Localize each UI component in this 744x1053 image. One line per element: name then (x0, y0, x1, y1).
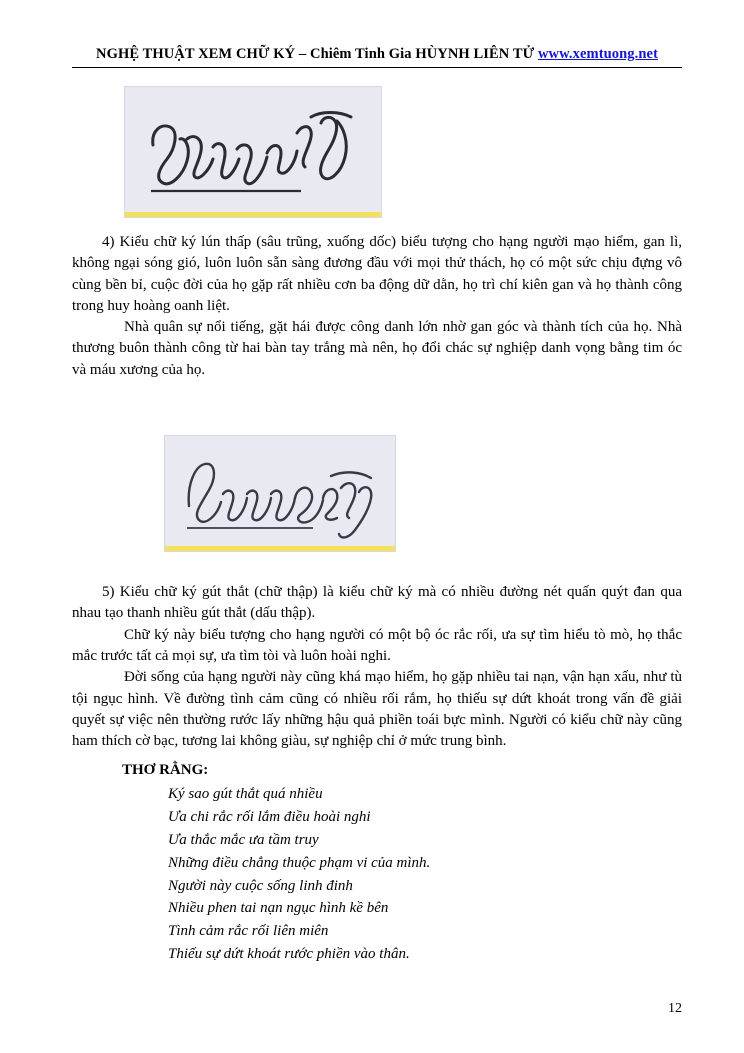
poem-line: Người này cuộc sống linh đinh (168, 877, 353, 894)
signature-drawing-4 (125, 87, 382, 218)
page-number: 12 (668, 1001, 682, 1016)
figure-highlight-bar-5 (165, 546, 395, 551)
figure-highlight-bar-4 (125, 212, 381, 217)
section-4-body (72, 232, 682, 381)
signature-drawing-5 (165, 436, 396, 552)
signature-sample-4-image (124, 86, 382, 218)
poem-line: Ưa thắc mắc ưa tầm truy (168, 832, 319, 849)
poem-line: Ưa chi rắc rối lắm điều hoài nghi (168, 809, 371, 826)
poem-line: Thiếu sự dứt khoát rước phiền vào thân. (168, 946, 410, 963)
figure-signature-sample-4-wrapper (72, 68, 682, 218)
section-4-paragraph-1: 4) Kiểu chữ ký lún thấp (sâu trũng, xuống dốc) biểu tượng cho hạng người mạo hiểm, gan lì, không ngại sóng gió, luôn luôn sẵn sàng đương đầu với mọi thử thách, họ có một sức chịu đựng vô cùng bền bỉ, cuộc đời của họ gặp rất nhiều cơn ba động dữ dằn, họ trì chí kiên gan và họ thành công trong huy hoàng oanh liệt. (72, 234, 682, 314)
section-5-paragraph-2: Chữ ký này biểu tượng cho hạng người có một bộ óc rắc rối, ưa sự tìm hiểu tò mò, họ thắc mắc trước tất cả mọi sự, ưa tìm tòi và luôn hoài nghi. (72, 626, 682, 664)
figure-signature-sample-5-wrapper (72, 411, 682, 552)
section-4-paragraph-2: Nhà quân sự nổi tiếng, gặt hái được công danh lớn nhờ gan góc và thành tích của họ. Nhà thương buôn thành công từ hai bàn tay trắng mà nên, họ đổi chác sự nghiệp danh vọng bằng tim óc và máu xương của họ. (72, 319, 682, 378)
page-header (72, 38, 682, 63)
poem-lines (168, 783, 682, 965)
header-title: NGHỆ THUẬT XEM CHỮ KÝ – Chiêm Tinh Gia HÙYNH LIÊN TỬ (96, 46, 538, 62)
poem-title: THƠ RẰNG: (122, 762, 209, 779)
section-5-paragraph-3: Đời sống của hạng người này cũng khá mạo hiểm, họ gặp nhiều tai nạn, vận hạn xấu, như tù tội ngục hình. Về đường tình cảm cũng có nhiều rối rắm, họ thiếu sự dứt khoát trong vấn đề giải quyết sự việc nên thường rước lấy những hậu quả phiền toái bực mình. Người có kiểu chữ này cũng ham thích cờ bạc, tương lai không giàu, sự nghiệp chỉ ở mức trung bình. (72, 669, 682, 750)
poem-line: Tình cảm rắc rối liên miên (168, 923, 329, 940)
section-5-body (72, 582, 682, 966)
poem-line: Những điều chẳng thuộc phạm vi của mình. (168, 854, 431, 871)
signature-sample-5-image (164, 435, 396, 552)
poem-line: Nhiều phen tai nạn ngục hình kề bên (168, 900, 389, 917)
poem-line: Ký sao gút thắt quá nhiều (168, 786, 323, 803)
header-website-link[interactable]: www.xemtuong.net (537, 46, 658, 62)
section-5-paragraph-1: 5) Kiểu chữ ký gút thắt (chữ thập) là kiểu chữ ký mà có nhiều đường nét quấn quýt đan qua nhau tạo thanh nhiều gút thắt (dấu thập). (72, 584, 682, 622)
